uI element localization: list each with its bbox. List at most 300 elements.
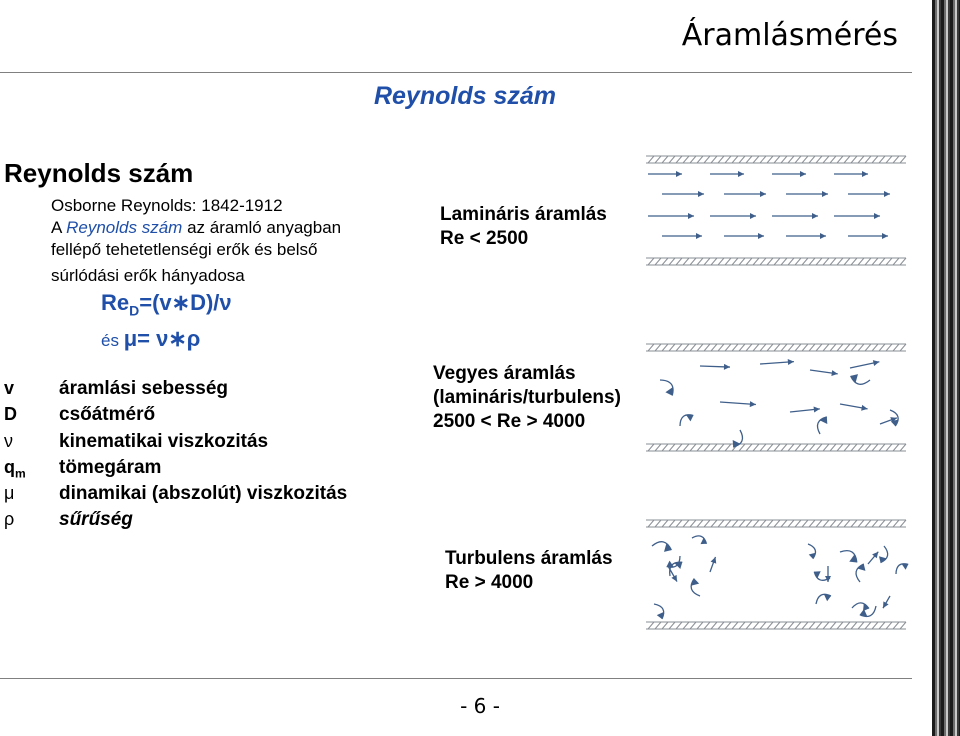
arrow-icon <box>710 213 756 219</box>
turbulent-label <box>445 547 613 595</box>
pipe-wall-hatch <box>711 258 717 265</box>
pipe-wall-hatch <box>795 622 801 629</box>
pipe-wall-hatch <box>704 444 710 451</box>
intro-reynolds-emphasis: Reynolds szám <box>66 218 183 237</box>
pipe-wall-hatch <box>774 344 780 351</box>
pipe-wall-hatch <box>886 622 892 629</box>
pipe-wall-hatch <box>739 344 745 351</box>
turbulent-range: Re > 4000 <box>445 572 534 593</box>
intro-line-3: fellépő tehetetlenségi erők és belső <box>51 240 318 259</box>
pipe-wall-hatch <box>781 444 787 451</box>
pipe-wall-hatch <box>774 444 780 451</box>
pipe-wall-hatch <box>851 520 857 527</box>
pipe-wall-hatch <box>760 520 766 527</box>
pipe-wall-hatch <box>739 444 745 451</box>
pipe-wall-hatch <box>802 156 808 163</box>
pipe-wall-hatch <box>837 344 843 351</box>
arrow-icon <box>662 191 704 197</box>
pipe-wall-hatch <box>872 344 878 351</box>
pipe-wall-hatch <box>683 344 689 351</box>
pipe-wall-hatch <box>844 622 850 629</box>
pipe-wall-hatch <box>690 444 696 451</box>
pipe-wall-hatch <box>683 258 689 265</box>
pipe-wall-hatch <box>893 520 899 527</box>
pipe-wall-hatch <box>697 156 703 163</box>
laminar-title: Lamináris áramlás <box>440 204 607 225</box>
pipe-wall-hatch <box>662 622 668 629</box>
pipe-wall-hatch <box>711 622 717 629</box>
pipe-wall-hatch <box>676 258 682 265</box>
symbol-nu: ν <box>4 431 13 451</box>
arrow-icon <box>834 171 868 177</box>
pipe-wall-hatch <box>865 258 871 265</box>
laminar-range: Re < 2500 <box>440 228 529 249</box>
pipe-wall-hatch <box>865 156 871 163</box>
pipe-wall-hatch <box>872 622 878 629</box>
swirl-arrow-icon <box>653 602 666 620</box>
pipe-wall-hatch <box>669 444 675 451</box>
pipe-wall-hatch <box>879 344 885 351</box>
pipe-wall-hatch <box>753 622 759 629</box>
arrow-icon <box>724 191 766 197</box>
page-number: - 6 - <box>460 694 500 718</box>
pipe-wall-hatch <box>732 258 738 265</box>
pipe-wall-hatch <box>858 258 864 265</box>
arrow-icon <box>868 552 878 564</box>
pipe-wall-hatch <box>844 520 850 527</box>
pipe-wall-hatch <box>746 156 752 163</box>
symbol-rho-desc: sűrűség <box>59 509 133 530</box>
pipe-wall-hatch <box>879 520 885 527</box>
pipe-wall-hatch <box>704 520 710 527</box>
pipe-wall-hatch <box>809 344 815 351</box>
pipe-wall-hatch <box>718 622 724 629</box>
pipe-wall-hatch <box>858 156 864 163</box>
pipe-wall-hatch <box>816 344 822 351</box>
pipe-wall-hatch <box>711 156 717 163</box>
pipe-wall-hatch <box>739 622 745 629</box>
pipe-wall-hatch <box>774 520 780 527</box>
turbulent-title: Turbulens áramlás <box>445 548 613 569</box>
pipe-wall-hatch <box>662 344 668 351</box>
pipe-wall-hatch <box>823 520 829 527</box>
section-heading: Reynolds szám <box>4 158 194 188</box>
arrow-icon <box>834 213 880 219</box>
pipe-wall-hatch <box>851 622 857 629</box>
pipe-wall-hatch <box>858 444 864 451</box>
swirl-arrow-icon <box>730 429 746 449</box>
mixed-subtitle: (lamináris/turbulens) <box>433 387 621 408</box>
laminar-top-wall <box>646 156 906 163</box>
pipe-wall-hatch <box>697 622 703 629</box>
symbol-v-desc: áramlási sebesség <box>59 378 229 399</box>
pipe-wall-hatch <box>732 156 738 163</box>
pipe-wall-hatch <box>746 344 752 351</box>
arrow-icon <box>772 171 806 177</box>
pipe-wall-hatch <box>809 622 815 629</box>
pipe-wall-hatch <box>872 258 878 265</box>
pipe-wall-hatch <box>844 258 850 265</box>
pipe-wall-hatch <box>732 344 738 351</box>
mixed-bottom-wall <box>646 444 906 451</box>
pipe-wall-hatch <box>879 444 885 451</box>
pipe-wall-hatch <box>781 622 787 629</box>
pipe-wall-hatch <box>851 344 857 351</box>
pipe-wall-hatch <box>711 444 717 451</box>
intro-line-1: Osborne Reynolds: 1842-1912 <box>51 196 283 215</box>
pipe-wall-hatch <box>879 258 885 265</box>
pipe-wall-hatch <box>802 344 808 351</box>
pipe-wall-hatch <box>781 156 787 163</box>
pipe-wall-hatch <box>690 520 696 527</box>
arrow-icon <box>810 370 838 376</box>
mixed-label <box>433 362 621 434</box>
pipe-wall-hatch <box>676 444 682 451</box>
symbol-qm <box>4 457 26 481</box>
pipe-wall-hatch <box>886 258 892 265</box>
pipe-wall-hatch <box>865 444 871 451</box>
arrow-icon <box>772 213 818 219</box>
pipe-wall-hatch <box>669 622 675 629</box>
pipe-wall-hatch <box>690 622 696 629</box>
pipe-wall-hatch <box>725 344 731 351</box>
pipe-wall-hatch <box>830 258 836 265</box>
pipe-wall-hatch <box>760 258 766 265</box>
pipe-wall-hatch <box>809 444 815 451</box>
pipe-wall-hatch <box>704 622 710 629</box>
pipe-wall-hatch <box>767 156 773 163</box>
pipe-wall-hatch <box>872 156 878 163</box>
pipe-wall-hatch <box>767 444 773 451</box>
pipe-wall-hatch <box>767 622 773 629</box>
pipe-wall-hatch <box>788 344 794 351</box>
arrow-icon <box>662 233 702 239</box>
pipe-wall-hatch <box>802 622 808 629</box>
pipe-wall-hatch <box>690 258 696 265</box>
viscosity-formula <box>101 326 200 352</box>
arrow-icon <box>724 233 764 239</box>
pipe-wall-hatch <box>893 444 899 451</box>
swirl-arrow-icon <box>690 578 702 597</box>
mixed-range: 2500 < Re > 4000 <box>433 411 586 432</box>
swirl-arrow-icon <box>893 561 910 575</box>
pipe-wall-hatch <box>655 622 661 629</box>
pipe-wall-hatch <box>844 444 850 451</box>
pipe-wall-hatch <box>900 156 906 163</box>
formula-re: Re <box>101 290 130 315</box>
pipe-wall-hatch <box>697 444 703 451</box>
pipe-wall-hatch <box>732 622 738 629</box>
pipe-wall-hatch <box>697 344 703 351</box>
pipe-wall-hatch <box>746 622 752 629</box>
pipe-wall-hatch <box>690 156 696 163</box>
pipe-wall-hatch <box>732 520 738 527</box>
pipe-wall-hatch <box>886 520 892 527</box>
intro-line-4: súrlódási erők hányadosa <box>51 266 245 285</box>
pipe-wall-hatch <box>837 622 843 629</box>
symbol-rho: ρ <box>4 509 15 529</box>
pipe-wall-hatch <box>858 622 864 629</box>
pipe-wall-hatch <box>851 444 857 451</box>
pipe-wall-hatch <box>753 520 759 527</box>
pipe-wall-hatch <box>844 344 850 351</box>
pipe-wall-hatch <box>872 520 878 527</box>
pipe-wall-hatch <box>746 520 752 527</box>
symbol-d: D <box>4 404 17 424</box>
symbol-qm-main: q <box>4 457 15 477</box>
swirl-arrow-icon <box>839 546 860 566</box>
pipe-wall-hatch <box>816 622 822 629</box>
pipe-wall-hatch <box>655 258 661 265</box>
pipe-wall-hatch <box>725 258 731 265</box>
symbol-mu: μ <box>4 483 15 503</box>
pipe-wall-hatch <box>669 520 675 527</box>
intro-line-2 <box>51 218 341 238</box>
pipe-wall-hatch <box>837 258 843 265</box>
pipe-wall-hatch <box>858 344 864 351</box>
pipe-wall-hatch <box>669 156 675 163</box>
pipe-wall-hatch <box>697 520 703 527</box>
pipe-wall-hatch <box>893 258 899 265</box>
laminar-arrows <box>648 171 890 239</box>
pipe-wall-hatch <box>676 520 682 527</box>
symbol-v: v <box>4 378 15 398</box>
symbol-mu-desc: dinamikai (abszolút) viszkozitás <box>59 483 348 504</box>
pipe-wall-hatch <box>662 156 668 163</box>
pipe-wall-hatch <box>809 258 815 265</box>
swirl-arrow-icon <box>814 592 832 605</box>
swirl-arrow-icon <box>659 376 677 398</box>
arrow-icon <box>850 360 879 368</box>
pipe-wall-hatch <box>795 258 801 265</box>
pipe-wall-hatch <box>865 344 871 351</box>
swirl-arrow-icon <box>877 546 890 564</box>
swirl-arrow-icon <box>853 562 867 582</box>
header-title: Áramlásmérés <box>681 18 898 53</box>
pipe-wall-hatch <box>669 344 675 351</box>
pipe-wall-hatch <box>788 258 794 265</box>
swirl-arrow-icon <box>665 559 684 577</box>
reynolds-formula <box>101 290 232 318</box>
pipe-wall-hatch <box>662 258 668 265</box>
mixed-top-wall <box>646 344 906 351</box>
pipe-wall-hatch <box>655 344 661 351</box>
turbulent-flow-diagram <box>640 516 910 640</box>
pipe-wall-hatch <box>739 156 745 163</box>
pipe-wall-hatch <box>683 622 689 629</box>
pipe-wall-hatch <box>711 344 717 351</box>
symbol-d-desc: csőátmérő <box>59 404 156 425</box>
pipe-wall-hatch <box>655 520 661 527</box>
pipe-wall-hatch <box>781 520 787 527</box>
symbol-qm-sub: m <box>15 466 26 481</box>
arrow-icon <box>700 364 730 370</box>
pipe-wall-hatch <box>669 258 675 265</box>
pipe-wall-hatch <box>816 156 822 163</box>
pipe-wall-hatch <box>844 156 850 163</box>
arrow-icon <box>840 404 868 411</box>
pipe-wall-hatch <box>900 444 906 451</box>
pipe-wall-hatch <box>704 156 710 163</box>
pipe-wall-hatch <box>690 344 696 351</box>
pipe-wall-hatch <box>746 444 752 451</box>
intro-line-2-pre: A <box>51 218 67 237</box>
arrow-icon <box>786 191 828 197</box>
pipe-wall-hatch <box>676 344 682 351</box>
pipe-wall-hatch <box>648 344 654 351</box>
formula-mu-expr: μ= ν∗ρ <box>123 326 201 351</box>
arrow-icon <box>786 233 826 239</box>
pipe-wall-hatch <box>725 520 731 527</box>
laminar-flow-diagram <box>640 150 910 280</box>
mixed-title: Vegyes áramlás <box>433 363 576 384</box>
swirl-arrow-icon <box>852 601 870 612</box>
pipe-wall-hatch <box>893 622 899 629</box>
pipe-wall-hatch <box>718 520 724 527</box>
swirl-arrow-icon <box>677 412 695 427</box>
pipe-wall-hatch <box>816 258 822 265</box>
pipe-wall-hatch <box>795 520 801 527</box>
pipe-wall-hatch <box>823 622 829 629</box>
pipe-wall-hatch <box>760 344 766 351</box>
pipe-wall-hatch <box>718 156 724 163</box>
pipe-wall-hatch <box>774 156 780 163</box>
pipe-wall-hatch <box>837 520 843 527</box>
pipe-wall-hatch <box>865 622 871 629</box>
pipe-wall-hatch <box>830 444 836 451</box>
symbol-qm-desc: tömegáram <box>59 457 162 478</box>
pipe-wall-hatch <box>774 622 780 629</box>
pipe-wall-hatch <box>872 444 878 451</box>
pipe-wall-hatch <box>683 444 689 451</box>
pipe-wall-hatch <box>655 156 661 163</box>
decorative-side-stripe <box>932 0 960 736</box>
pipe-wall-hatch <box>816 520 822 527</box>
symbol-nu-desc: kinematikai viszkozitás <box>59 431 269 452</box>
pipe-wall-hatch <box>767 258 773 265</box>
pipe-wall-hatch <box>788 156 794 163</box>
pipe-wall-hatch <box>781 344 787 351</box>
mixed-flow-diagram <box>640 340 910 470</box>
pipe-wall-hatch <box>760 156 766 163</box>
arrow-icon <box>720 401 756 407</box>
pipe-wall-hatch <box>718 444 724 451</box>
pipe-wall-hatch <box>830 622 836 629</box>
arrow-icon <box>790 407 820 413</box>
arrow-icon <box>760 359 794 365</box>
arrow-icon <box>710 557 716 572</box>
pipe-wall-hatch <box>788 444 794 451</box>
pipe-wall-hatch <box>837 156 843 163</box>
swirl-arrow-icon <box>807 543 817 559</box>
arrow-icon <box>648 171 682 177</box>
pipe-wall-hatch <box>718 258 724 265</box>
pipe-wall-hatch <box>788 622 794 629</box>
pipe-wall-hatch <box>837 444 843 451</box>
pipe-wall-hatch <box>753 156 759 163</box>
swirl-arrow-icon <box>849 372 871 387</box>
pipe-wall-hatch <box>900 520 906 527</box>
pipe-wall-hatch <box>830 344 836 351</box>
pipe-wall-hatch <box>767 344 773 351</box>
pipe-wall-hatch <box>781 258 787 265</box>
pipe-wall-hatch <box>753 344 759 351</box>
pipe-wall-hatch <box>788 520 794 527</box>
pipe-wall-hatch <box>711 520 717 527</box>
pipe-wall-hatch <box>760 622 766 629</box>
pipe-wall-hatch <box>900 258 906 265</box>
pipe-wall-hatch <box>704 258 710 265</box>
pipe-wall-hatch <box>851 258 857 265</box>
pipe-wall-hatch <box>823 344 829 351</box>
pipe-wall-hatch <box>676 156 682 163</box>
pipe-wall-hatch <box>886 344 892 351</box>
pipe-wall-hatch <box>802 258 808 265</box>
pipe-wall-hatch <box>648 622 654 629</box>
pipe-wall-hatch <box>851 156 857 163</box>
pipe-wall-hatch <box>802 520 808 527</box>
laminar-label <box>440 203 607 251</box>
pipe-wall-hatch <box>739 520 745 527</box>
slide-subtitle: Reynolds szám <box>374 82 557 110</box>
formula-mu-prefix: és <box>101 331 124 350</box>
pipe-wall-hatch <box>662 444 668 451</box>
pipe-wall-hatch <box>704 344 710 351</box>
pipe-wall-hatch <box>893 344 899 351</box>
pipe-wall-hatch <box>697 258 703 265</box>
pipe-wall-hatch <box>648 258 654 265</box>
pipe-wall-hatch <box>809 520 815 527</box>
pipe-wall-hatch <box>795 156 801 163</box>
pipe-wall-hatch <box>795 444 801 451</box>
swirl-arrow-icon <box>691 533 708 547</box>
pipe-wall-hatch <box>725 622 731 629</box>
pipe-wall-hatch <box>823 444 829 451</box>
pipe-wall-hatch <box>683 520 689 527</box>
laminar-bottom-wall <box>646 258 906 265</box>
formula-re-rest: =(v∗D)/ν <box>139 290 232 315</box>
pipe-wall-hatch <box>830 156 836 163</box>
pipe-wall-hatch <box>725 444 731 451</box>
pipe-wall-hatch <box>746 258 752 265</box>
pipe-wall-hatch <box>886 156 892 163</box>
pipe-wall-hatch <box>795 344 801 351</box>
pipe-wall-hatch <box>655 444 661 451</box>
pipe-wall-hatch <box>900 622 906 629</box>
pipe-wall-hatch <box>865 520 871 527</box>
arrow-icon <box>848 233 888 239</box>
pipe-wall-hatch <box>760 444 766 451</box>
pipe-wall-hatch <box>648 520 654 527</box>
mixed-arrows <box>659 359 900 449</box>
pipe-wall-hatch <box>753 444 759 451</box>
pipe-wall-hatch <box>683 156 689 163</box>
formula-re-subscript: D <box>129 302 140 319</box>
swirl-arrow-icon <box>814 415 830 435</box>
pipe-wall-hatch <box>809 156 815 163</box>
arrow-icon <box>710 171 744 177</box>
pipe-wall-hatch <box>816 444 822 451</box>
pipe-wall-hatch <box>753 258 759 265</box>
pipe-wall-hatch <box>900 344 906 351</box>
pipe-wall-hatch <box>739 258 745 265</box>
pipe-wall-hatch <box>893 156 899 163</box>
pipe-wall-hatch <box>767 520 773 527</box>
turbulent-arrows <box>652 533 910 620</box>
pipe-wall-hatch <box>774 258 780 265</box>
swirl-arrow-icon <box>652 539 674 554</box>
pipe-wall-hatch <box>718 344 724 351</box>
